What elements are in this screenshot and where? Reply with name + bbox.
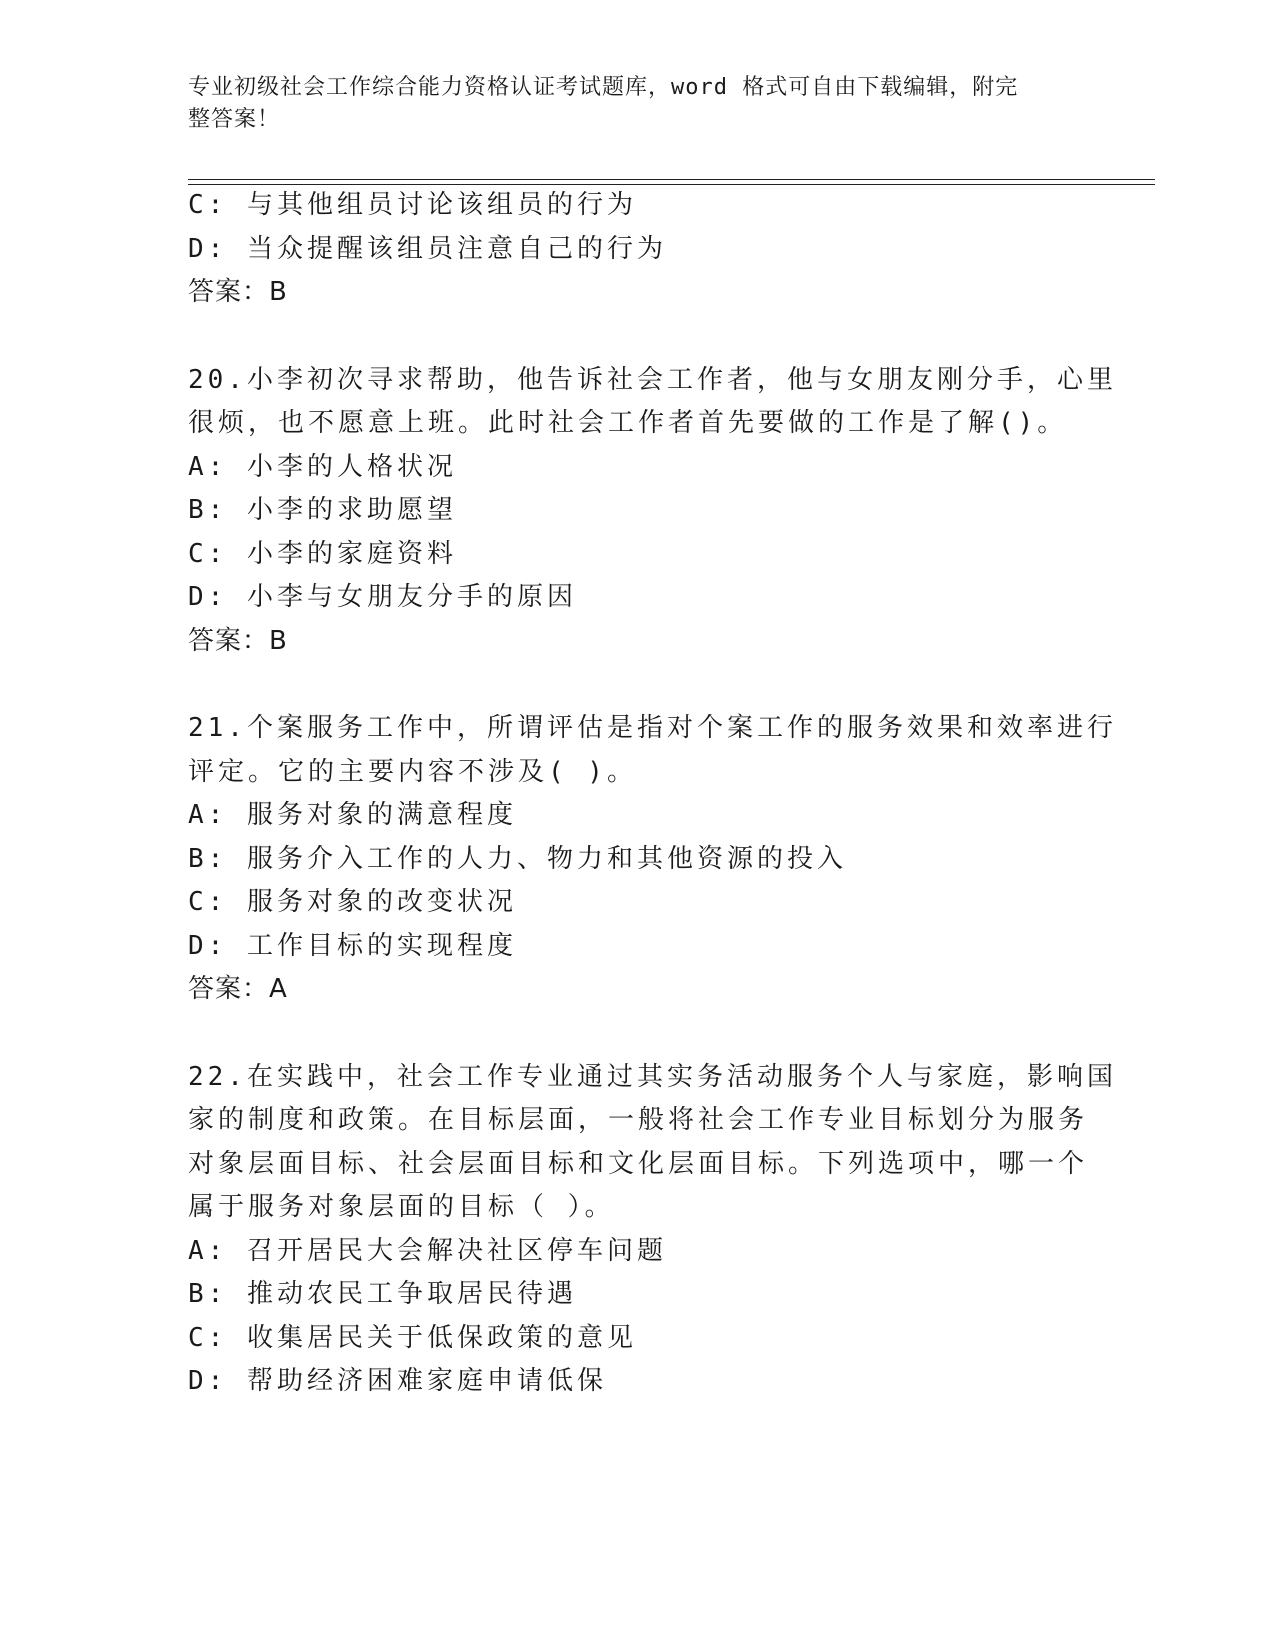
q21-option-b: B: 服务介入工作的人力、物力和其他资源的投入 bbox=[188, 844, 847, 874]
q19-answer: 答案：B bbox=[188, 277, 288, 307]
q19-option-c: C: 与其他组员讨论该组员的行为 bbox=[188, 190, 637, 220]
q21-option-c: C: 服务对象的改变状况 bbox=[188, 887, 517, 917]
header-line-2: 整答案！ bbox=[188, 107, 281, 132]
header-divider-top bbox=[188, 179, 1155, 180]
q20-option-a: A: 小李的人格状况 bbox=[188, 452, 457, 482]
q20-stem-line-1: 20.小李初次寻求帮助，他告诉社会工作者，他与女朋友刚分手，心里 bbox=[188, 365, 1117, 395]
q20-stem-line-2: 很烦，也不愿意上班。此时社会工作者首先要做的工作是了解()。 bbox=[188, 408, 1068, 438]
header-line-1: 专业初级社会工作综合能力资格认证考试题库，word 格式可自由下载编辑，附完 bbox=[188, 75, 1019, 100]
q22-stem-line-2: 家的制度和政策。在目标层面，一般将社会工作专业目标划分为服务 bbox=[188, 1105, 1089, 1135]
q20-option-b: B: 小李的求助愿望 bbox=[188, 495, 457, 525]
q22-option-b: B: 推动农民工争取居民待遇 bbox=[188, 1279, 577, 1309]
q20-option-c: C: 小李的家庭资料 bbox=[188, 539, 457, 569]
q22-option-c: C: 收集居民关于低保政策的意见 bbox=[188, 1323, 637, 1353]
header-divider-bottom bbox=[188, 184, 1155, 185]
q21-option-d: D: 工作目标的实现程度 bbox=[188, 931, 517, 961]
q21-answer: 答案：A bbox=[188, 974, 288, 1004]
document-header bbox=[188, 72, 1088, 136]
q21-option-a: A: 服务对象的满意程度 bbox=[188, 800, 517, 830]
q20-option-d: D: 小李与女朋友分手的原因 bbox=[188, 582, 577, 612]
q22-option-d: D: 帮助经济困难家庭申请低保 bbox=[188, 1366, 607, 1396]
q21-stem-line-1: 21.个案服务工作中，所谓评估是指对个案工作的服务效果和效率进行 bbox=[188, 713, 1117, 743]
q22-option-a: A: 召开居民大会解决社区停车问题 bbox=[188, 1236, 667, 1266]
q20-answer: 答案：B bbox=[188, 626, 288, 656]
q22-stem-line-3: 对象层面目标、社会层面目标和文化层面目标。下列选项中，哪一个 bbox=[188, 1149, 1089, 1179]
q19-option-d: D: 当众提醒该组员注意自己的行为 bbox=[188, 234, 667, 264]
q22-stem-line-4: 属于服务对象层面的目标（ ）。 bbox=[188, 1192, 615, 1222]
q22-stem-line-1: 22.在实践中，社会工作专业通过其实务活动服务个人与家庭，影响国 bbox=[188, 1062, 1117, 1092]
q21-stem-line-2: 评定。它的主要内容不涉及( )。 bbox=[188, 757, 637, 787]
